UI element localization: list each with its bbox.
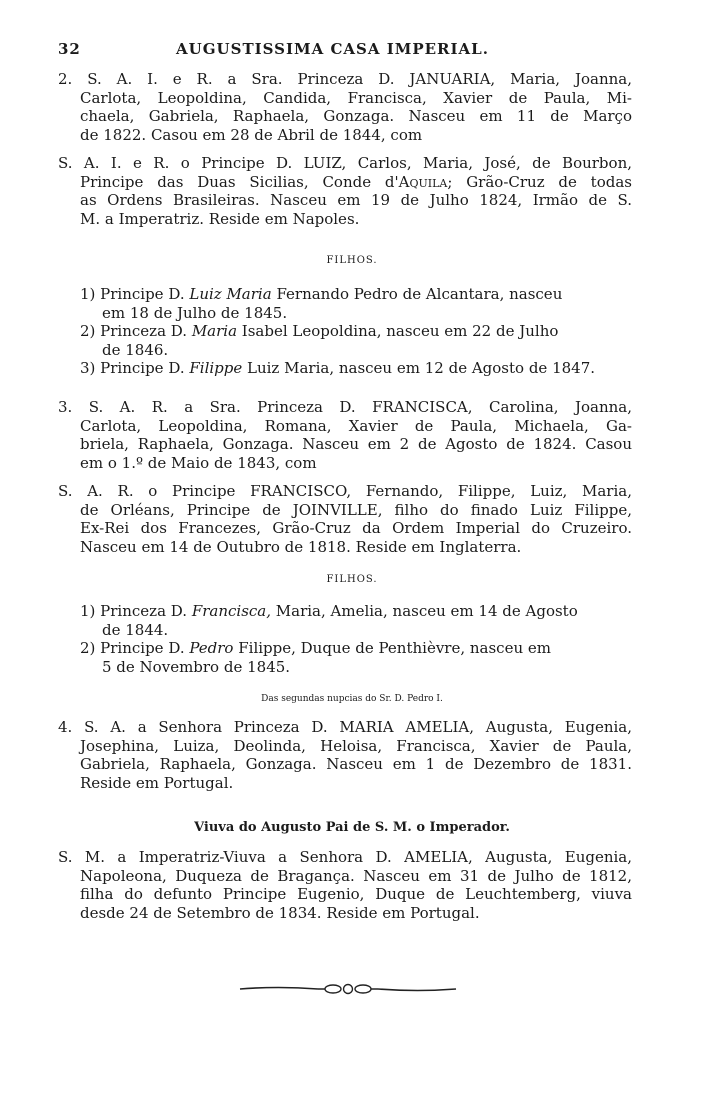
child-line: de 1844. — [102, 620, 169, 639]
child-line: de 1846. — [102, 340, 169, 359]
child-line — [58, 639, 632, 658]
ornament-divider-icon — [238, 982, 458, 996]
text-segment: 2) Principe D. — [80, 639, 190, 658]
text-segment: 1) Princeza D. — [80, 602, 192, 620]
text-segment: Filippe, Duque de Penthièvre, nasceu em — [233, 639, 551, 658]
widow-entry — [58, 848, 632, 922]
text-line: S. M. a Imperatriz-Viuva a Senhora D. AMELIA, Augusta, Eugenia, — [58, 848, 632, 866]
text-line: em o 1.º de Maio de 1843, com — [80, 453, 317, 472]
text-segment: Principe das Duas Sicilias, Conde d' — [80, 172, 399, 191]
text-line: Carlota, Leopoldina, Candida, Francisca, Xavier de Paula, Mi- — [80, 88, 632, 107]
child-name: Francisca, — [191, 602, 272, 620]
children-heading: FILHOS. — [326, 255, 378, 266]
text-segment: Luiz Maria, nasceu em 12 de Agosto de 1847. — [242, 359, 596, 378]
text-line: Carlota, Leopoldina, Romana, Xavier de Paula, Michaela, Ga- — [80, 416, 632, 435]
running-title: AUGUSTISSIMA CASA IMPERIAL. — [176, 40, 489, 58]
child-line: 5 de Novembro de 1845. — [102, 657, 291, 676]
text-segment: 3) Principe D. — [80, 359, 190, 378]
entry-3-francisca — [58, 398, 632, 472]
text-segment: ; Grão-Cruz de todas — [447, 172, 632, 191]
child-line — [58, 602, 632, 621]
second-marriage-note: Das segundas nupcias do Sr. D. Pedro I. — [261, 694, 443, 704]
child-line — [58, 285, 632, 304]
text-line: Ex-Rei dos Francezes, Grão-Cruz da Ordem Imperial do Cruzeiro. — [80, 519, 632, 538]
child-name: Luiz Maria — [189, 285, 272, 303]
text-line: S. A. I. e R. o Principe D. LUIZ, Carlos, Maria, José, de Bourbon, — [58, 154, 632, 172]
child-name: Filippe — [189, 359, 243, 378]
text-line: filha do defunto Principe Eugenio, Duque de Leuchtemberg, viuva — [80, 885, 632, 904]
text-line: 2. S. A. I. e R. a Sra. Princeza D. JANUARIA, Maria, Joanna, — [58, 70, 632, 88]
entry-3-children — [58, 602, 632, 676]
text-line: de Orléans, Principe de JOINVILLE, filho do finado Luiz Filippe, — [80, 500, 632, 519]
text-line: Nasceu em 14 de Outubro de 1818. Reside em Inglaterra. — [80, 537, 522, 556]
entry-3-spouse — [58, 482, 632, 556]
text-line: Josephina, Luiza, Deolinda, Heloisa, Francisca, Xavier de Paula, — [80, 736, 632, 755]
widow-heading: Viuva do Augusto Pai de S. M. o Imperador. — [194, 820, 510, 835]
text-line: M. a Imperatriz. Reside em Napoles. — [80, 209, 360, 228]
text-segment: Maria, Amelia, nasceu em 14 de Agosto — [271, 602, 578, 620]
child-name: Maria — [191, 322, 238, 341]
text-segment: Fernando Pedro de Alcantara, nasceu — [271, 285, 563, 303]
text-line — [58, 173, 632, 192]
text-segment: 1) Principe D. — [80, 285, 190, 303]
text-line: Gabriela, Raphaela, Gonzaga. Nasceu em 1 de Dezembro de 1831. — [80, 755, 632, 774]
text-line: briela, Raphaela, Gonzaga. Nasceu em 2 de Agosto de 1824. Casou — [80, 435, 632, 454]
page-number: 32 — [58, 40, 81, 58]
text-line: de 1822. Casou em 28 de Abril de 1844, com — [80, 125, 423, 144]
entry-4-maria-amelia — [58, 718, 632, 792]
child-line — [58, 359, 632, 378]
text-line: S. A. R. o Principe FRANCISCO, Fernando, Filippe, Luiz, Maria, — [58, 482, 632, 500]
text-line: desde 24 de Setembro de 1834. Reside em Portugal. — [80, 903, 480, 922]
text-line: chaela, Gabriela, Raphaela, Gonzaga. Nasceu em 11 de Março — [80, 107, 632, 126]
text-segment: Isabel Leopoldina, nasceu em 22 de Julho — [237, 322, 559, 341]
title-smallcaps: Aquila — [398, 172, 448, 191]
child-line — [58, 322, 632, 341]
text-line: as Ordens Brasileiras. Nasceu em 19 de Julho 1824, Irmão de S. — [80, 191, 632, 210]
child-name: Pedro — [189, 639, 234, 658]
child-line: em 18 de Julho de 1845. — [102, 303, 288, 322]
text-line: Napoleona, Duqueza de Bragança. Nasceu em 31 de Julho de 1812, — [80, 866, 632, 885]
entry-2-januaria — [58, 70, 632, 144]
entry-2-spouse — [58, 154, 632, 228]
entry-2-children — [58, 285, 632, 378]
text-segment: 2) Princeza D. — [80, 322, 192, 341]
text-line: 4. S. A. a Senhora Princeza D. MARIA AMELIA, Augusta, Eugenia, — [58, 718, 632, 736]
text-line: Reside em Portugal. — [80, 773, 234, 792]
text-line: 3. S. A. R. a Sra. Princeza D. FRANCISCA, Carolina, Joanna, — [58, 398, 632, 416]
children-heading: FILHOS. — [326, 574, 378, 585]
